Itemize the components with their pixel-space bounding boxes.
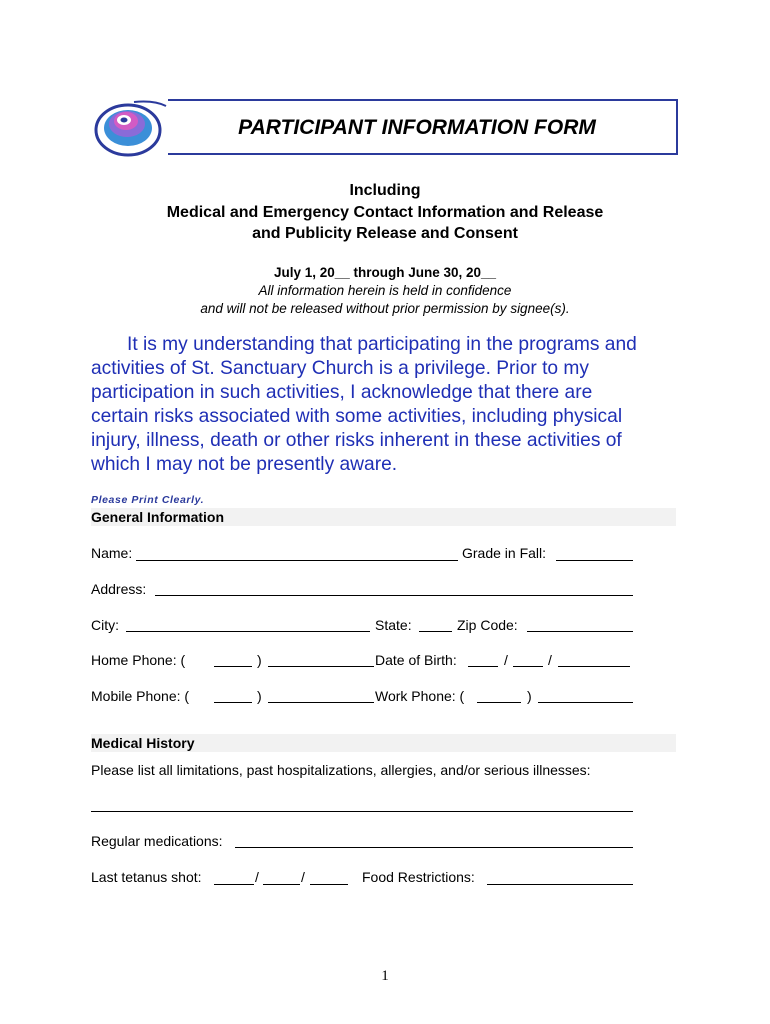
address-label: Address: [91, 581, 147, 597]
page-title: PARTICIPANT INFORMATION FORM [238, 116, 596, 139]
work-phone-label: Work Phone: ( [375, 688, 465, 704]
name-field[interactable] [136, 560, 458, 561]
subtitle-publicity: and Publicity Release and Consent [252, 225, 518, 242]
mobile-phone-field[interactable] [268, 702, 374, 703]
limitations-label: Please list all limitations, past hospitalizations, allergies, and/or serious illnesses: [91, 762, 591, 778]
confidential-line-1: All information herein is held in confidence [258, 283, 512, 298]
medical-section-title: Medical History [91, 735, 195, 751]
tetanus-year-field[interactable] [310, 884, 348, 885]
work-area-field[interactable] [477, 702, 521, 703]
state-field[interactable] [419, 631, 452, 632]
medications-field[interactable] [235, 847, 633, 848]
medications-label: Regular medications: [91, 833, 223, 849]
subtitle-medical: Medical and Emergency Contact Information and Release [166, 204, 604, 221]
statement-line: which I may not be presently aware. [91, 454, 398, 475]
dob-slash: / [548, 652, 552, 668]
zip-label: Zip Code: [457, 617, 518, 633]
tetanus-month-field[interactable] [214, 884, 254, 885]
mobile-phone-label: Mobile Phone: ( [91, 688, 190, 704]
zip-field[interactable] [527, 631, 633, 632]
tetanus-day-field[interactable] [263, 884, 300, 885]
dob-day-field[interactable] [513, 666, 543, 667]
food-restrictions-label: Food Restrictions: [362, 869, 475, 885]
home-phone-field[interactable] [268, 666, 374, 667]
statement-line: participation in such activities, I acknowledge that there are [91, 382, 593, 403]
date-range: July 1, 20__ through June 30, 20__ [273, 265, 497, 280]
subtitle-including: Including [349, 182, 421, 199]
grade-field[interactable] [556, 560, 633, 561]
dob-month-field[interactable] [468, 666, 498, 667]
dob-year-field[interactable] [558, 666, 630, 667]
tetanus-slash: / [255, 869, 259, 885]
tetanus-label: Last tetanus shot: [91, 869, 202, 885]
page-number: 1 [381, 968, 389, 984]
logo-swirl-icon [94, 96, 170, 158]
limitations-field[interactable] [91, 811, 633, 812]
general-section-title: General Information [91, 509, 225, 525]
paren-close: ) [527, 688, 532, 704]
confidential-line-2: and will not be released without prior permission by signee(s). [200, 301, 570, 316]
statement-line: activities of St. Sanctuary Church is a privilege. Prior to my [91, 358, 589, 379]
paren-close: ) [257, 688, 262, 704]
mobile-area-field[interactable] [214, 702, 252, 703]
work-phone-field[interactable] [538, 702, 633, 703]
dob-slash: / [504, 652, 508, 668]
food-restrictions-field[interactable] [487, 884, 633, 885]
paren-close: ) [257, 652, 262, 668]
grade-label: Grade in Fall: [462, 545, 547, 561]
risk-statement [91, 333, 691, 477]
city-field[interactable] [126, 631, 370, 632]
statement-line: It is my understanding that participating in the programs and [127, 334, 637, 355]
name-label: Name: [91, 545, 133, 561]
print-clearly-note: Please Print Clearly. [91, 494, 205, 506]
state-label: State: [375, 617, 412, 633]
dob-label: Date of Birth: [375, 652, 457, 668]
tetanus-slash: / [301, 869, 305, 885]
home-phone-label: Home Phone: ( [91, 652, 186, 668]
address-field[interactable] [155, 595, 633, 596]
city-label: City: [91, 617, 119, 633]
statement-line: injury, illness, death or other risks inherent in these activities of [91, 430, 622, 451]
statement-line: certain risks associated with some activities, including physical [91, 406, 623, 427]
home-phone-area-field[interactable] [214, 666, 252, 667]
